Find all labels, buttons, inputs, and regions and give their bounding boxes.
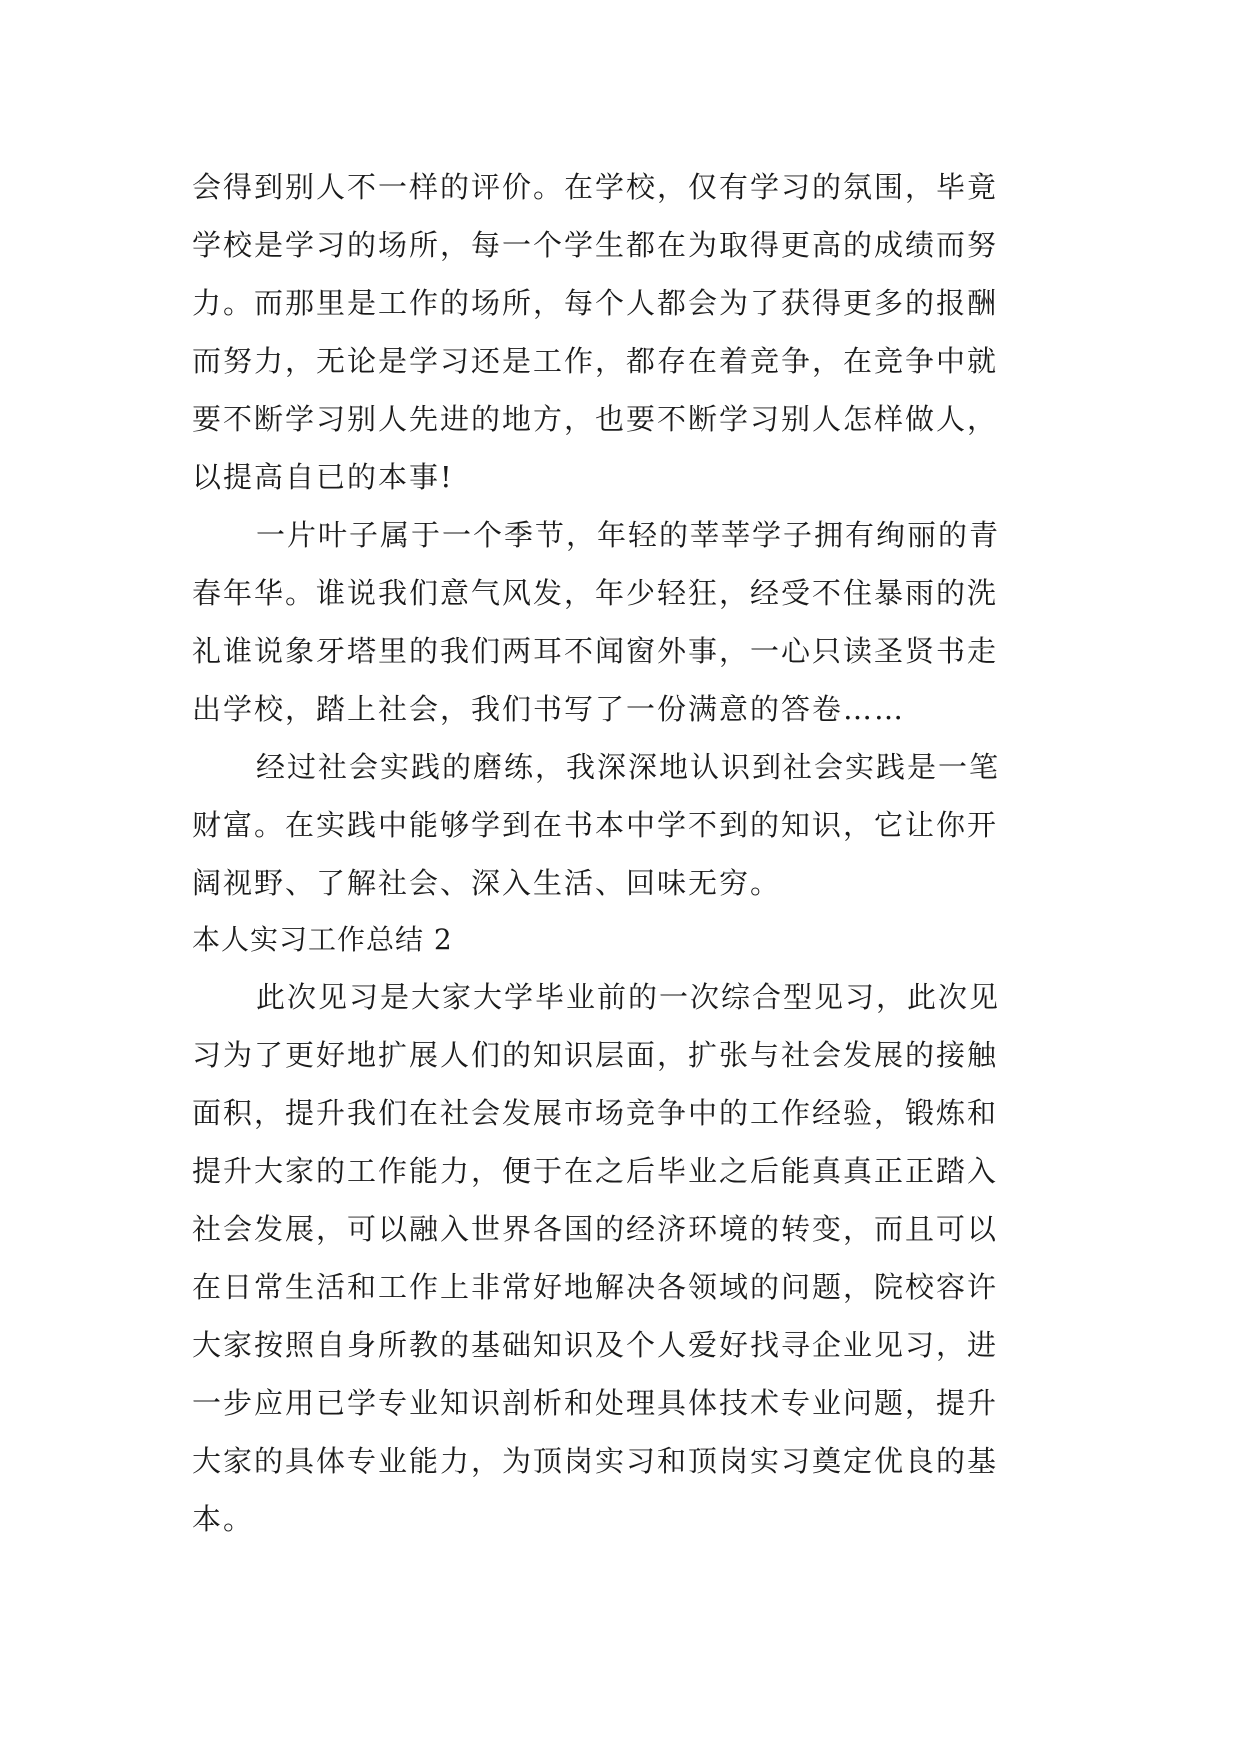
document-body (192, 158, 1072, 1548)
text-line: 阔视野、了解社会、深入生活、回味无穷。 (192, 866, 782, 900)
text-line: 在日常生活和工作上非常好地解决各领域的问题，院校容许 (192, 1270, 999, 1304)
text-line: 以提高自已的本事! (192, 460, 454, 494)
text-line: 本。 (192, 1502, 255, 1536)
paragraph-2 (192, 506, 1072, 738)
text-line: 习为了更好地扩展人们的知识层面，扩张与社会发展的接触 (192, 1038, 999, 1072)
text-line: 春年华。谁说我们意气风发，年少轻狂，经受不住暴雨的洗 (192, 576, 999, 610)
text-line: 经过社会实践的磨练，我深深地认识到社会实践是一笔 (256, 750, 1001, 784)
text-line: 财富。在实践中能够学到在书本中学不到的知识，它让你开 (192, 808, 999, 842)
text-line: 一步应用已学专业知识剖析和处理具体技术专业问题，提升 (192, 1386, 999, 1420)
paragraph-4 (192, 968, 1072, 1548)
text-line: 大家的具体专业能力，为顶岗实习和顶岗实习奠定优良的基 (192, 1444, 999, 1478)
text-line: 社会发展，可以融入世界各国的经济环境的转变，而且可以 (192, 1212, 999, 1246)
paragraph-1 (192, 158, 1072, 506)
paragraph-3 (192, 738, 1072, 912)
text-line: 要不断学习别人先进的地方，也要不断学习别人怎样做人， (192, 402, 999, 436)
text-line: 礼谁说象牙塔里的我们两耳不闻窗外事，一心只读圣贤书走 (192, 634, 999, 668)
text-line: 一片叶子属于一个季节，年轻的莘莘学子拥有绚丽的青 (256, 518, 1001, 552)
text-line: 力。而那里是工作的场所，每个人都会为了获得更多的报酬 (192, 286, 999, 320)
text-line: 而努力，无论是学习还是工作，都存在着竞争，在竞争中就 (192, 344, 999, 378)
text-line: 会得到别人不一样的评价。在学校，仅有学习的氛围，毕竟 (192, 170, 999, 204)
section-heading: 本人实习工作总结 2 (192, 923, 453, 956)
text-line: 此次见习是大家大学毕业前的一次综合型见习，此次见 (256, 980, 1001, 1014)
text-line: 面积，提升我们在社会发展市场竞争中的工作经验，锻炼和 (192, 1096, 999, 1130)
text-line: 大家按照自身所教的基础知识及个人爱好找寻企业见习，进 (192, 1328, 999, 1362)
text-line: 出学校，踏上社会，我们书写了一份满意的答卷…… (192, 692, 906, 726)
text-line: 提升大家的工作能力，便于在之后毕业之后能真真正正踏入 (192, 1154, 999, 1188)
text-line: 学校是学习的场所，每一个学生都在为取得更高的成绩而努 (192, 228, 999, 262)
